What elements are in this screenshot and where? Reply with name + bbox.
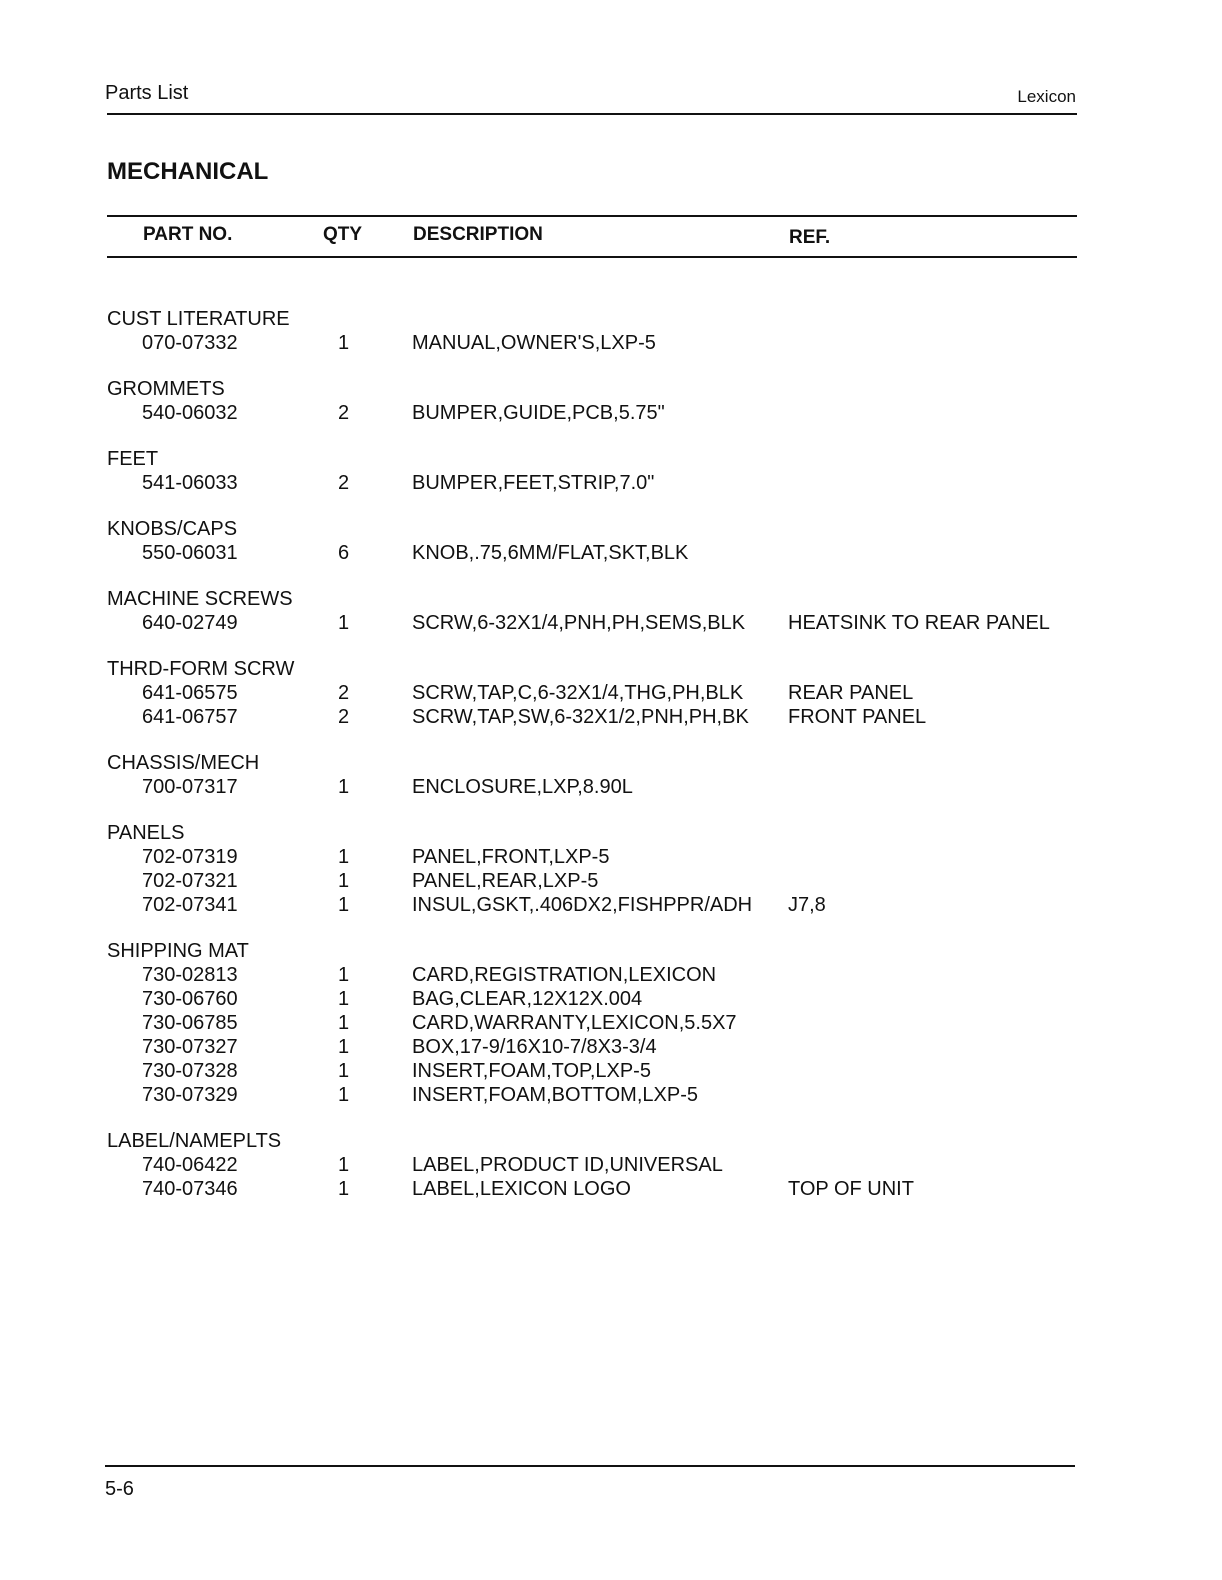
quantity-cell: 1 (338, 776, 350, 798)
part-number-cell: 730-07328 (142, 1060, 238, 1082)
description-cell: BAG,CLEAR,12X12X.004 (412, 988, 643, 1010)
table-row (0, 401, 1222, 425)
quantity-cell: 1 (338, 612, 350, 634)
parts-group (0, 377, 1222, 425)
description-cell: CARD,REGISTRATION,LEXICON (412, 964, 717, 986)
table-row (0, 331, 1222, 355)
description-cell: LABEL,PRODUCT ID,UNIVERSAL (412, 1154, 723, 1176)
table-row (0, 1011, 1222, 1035)
category-label: PANELS (107, 822, 185, 844)
part-number-cell: 641-06575 (142, 682, 238, 704)
table-header-rule (107, 256, 1077, 258)
parts-group (0, 587, 1222, 635)
description-cell: ENCLOSURE,LXP,8.90L (412, 776, 633, 798)
parts-group (0, 751, 1222, 799)
quantity-cell: 6 (338, 542, 350, 564)
part-number-cell: 730-02813 (142, 964, 238, 986)
quantity-cell: 1 (338, 870, 350, 892)
table-row (0, 681, 1222, 705)
quantity-cell: 1 (338, 1036, 350, 1058)
reference-cell: REAR PANEL (788, 682, 914, 704)
parts-group (0, 821, 1222, 917)
part-number-cell: 702-07319 (142, 846, 238, 868)
description-cell: INSERT,FOAM,TOP,LXP-5 (412, 1060, 651, 1082)
description-cell: BOX,17-9/16X10-7/8X3-3/4 (412, 1036, 657, 1058)
table-row (0, 963, 1222, 987)
part-number-cell: 070-07332 (142, 332, 238, 354)
table-top-rule (107, 215, 1077, 217)
part-number-cell: 700-07317 (142, 776, 238, 798)
table-row (0, 1153, 1222, 1177)
part-number-cell: 640-02749 (142, 612, 238, 634)
category-label: MACHINE SCREWS (107, 588, 293, 610)
part-number-cell: 740-06422 (142, 1154, 238, 1176)
quantity-cell: 1 (338, 1178, 350, 1200)
quantity-cell: 2 (338, 402, 350, 424)
reference-cell: J7,8 (788, 894, 826, 916)
table-row (0, 845, 1222, 869)
description-cell: SCRW,TAP,C,6-32X1/4,THG,PH,BLK (412, 682, 744, 704)
category-label: LABEL/NAMEPLTS (107, 1130, 282, 1152)
parts-group (0, 447, 1222, 495)
category-label: FEET (107, 448, 159, 470)
column-header-ref: REF. (789, 227, 831, 248)
reference-cell: FRONT PANEL (788, 706, 927, 728)
category-label: SHIPPING MAT (107, 940, 249, 962)
description-cell: INSERT,FOAM,BOTTOM,LXP-5 (412, 1084, 698, 1106)
section-title: MECHANICAL (107, 158, 269, 185)
parts-group (0, 307, 1222, 355)
header-title: Parts List (105, 82, 189, 104)
table-row (0, 541, 1222, 565)
quantity-cell: 1 (338, 332, 350, 354)
category-label: CHASSIS/MECH (107, 752, 260, 774)
table-row (0, 1177, 1222, 1201)
description-cell: MANUAL,OWNER'S,LXP-5 (412, 332, 656, 354)
header-rule (107, 113, 1077, 115)
part-number-cell: 702-07321 (142, 870, 238, 892)
description-cell: CARD,WARRANTY,LEXICON,5.5X7 (412, 1012, 737, 1034)
column-header-description: DESCRIPTION (413, 224, 543, 245)
description-cell: INSUL,GSKT,.406DX2,FISHPPR/ADH (412, 894, 753, 916)
part-number-cell: 641-06757 (142, 706, 238, 728)
quantity-cell: 1 (338, 964, 350, 986)
parts-table-body (0, 307, 1222, 1223)
part-number-cell: 730-06760 (142, 988, 238, 1010)
footer-rule (105, 1465, 1075, 1467)
parts-group (0, 939, 1222, 1107)
quantity-cell: 1 (338, 1154, 350, 1176)
description-cell: BUMPER,GUIDE,PCB,5.75" (412, 402, 665, 424)
quantity-cell: 2 (338, 472, 350, 494)
quantity-cell: 2 (338, 682, 350, 704)
description-cell: LABEL,LEXICON LOGO (412, 1178, 631, 1200)
header-brand: Lexicon (1017, 87, 1076, 106)
column-header-qty: QTY (323, 224, 363, 245)
category-label: KNOBS/CAPS (107, 518, 238, 540)
quantity-cell: 1 (338, 1012, 350, 1034)
table-row (0, 1059, 1222, 1083)
reference-cell: HEATSINK TO REAR PANEL (788, 612, 1050, 634)
description-cell: SCRW,6-32X1/4,PNH,PH,SEMS,BLK (412, 612, 746, 634)
description-cell: KNOB,.75,6MM/FLAT,SKT,BLK (412, 542, 689, 564)
table-row (0, 1083, 1222, 1107)
quantity-cell: 1 (338, 894, 350, 916)
part-number-cell: 702-07341 (142, 894, 238, 916)
table-row (0, 893, 1222, 917)
parts-group (0, 657, 1222, 729)
quantity-cell: 1 (338, 1060, 350, 1082)
description-cell: BUMPER,FEET,STRIP,7.0" (412, 472, 655, 494)
part-number-cell: 730-06785 (142, 1012, 238, 1034)
table-row (0, 775, 1222, 799)
quantity-cell: 1 (338, 988, 350, 1010)
parts-group (0, 1129, 1222, 1201)
part-number-cell: 541-06033 (142, 472, 238, 494)
page-number: 5-6 (105, 1478, 134, 1500)
category-label: THRD-FORM SCRW (107, 658, 295, 680)
category-label: GROMMETS (107, 378, 225, 400)
quantity-cell: 1 (338, 1084, 350, 1106)
table-row (0, 471, 1222, 495)
reference-cell: TOP OF UNIT (788, 1178, 914, 1200)
table-row (0, 987, 1222, 1011)
part-number-cell: 540-06032 (142, 402, 238, 424)
table-row (0, 869, 1222, 893)
part-number-cell: 550-06031 (142, 542, 238, 564)
parts-group (0, 517, 1222, 565)
table-row (0, 1035, 1222, 1059)
table-row (0, 611, 1222, 635)
description-cell: PANEL,REAR,LXP-5 (412, 870, 599, 892)
part-number-cell: 730-07329 (142, 1084, 238, 1106)
description-cell: PANEL,FRONT,LXP-5 (412, 846, 610, 868)
table-row (0, 705, 1222, 729)
column-header-part-no: PART NO. (143, 224, 233, 245)
description-cell: SCRW,TAP,SW,6-32X1/2,PNH,PH,BK (412, 706, 749, 728)
part-number-cell: 730-07327 (142, 1036, 238, 1058)
category-label: CUST LITERATURE (107, 308, 290, 330)
quantity-cell: 1 (338, 846, 350, 868)
quantity-cell: 2 (338, 706, 350, 728)
part-number-cell: 740-07346 (142, 1178, 238, 1200)
